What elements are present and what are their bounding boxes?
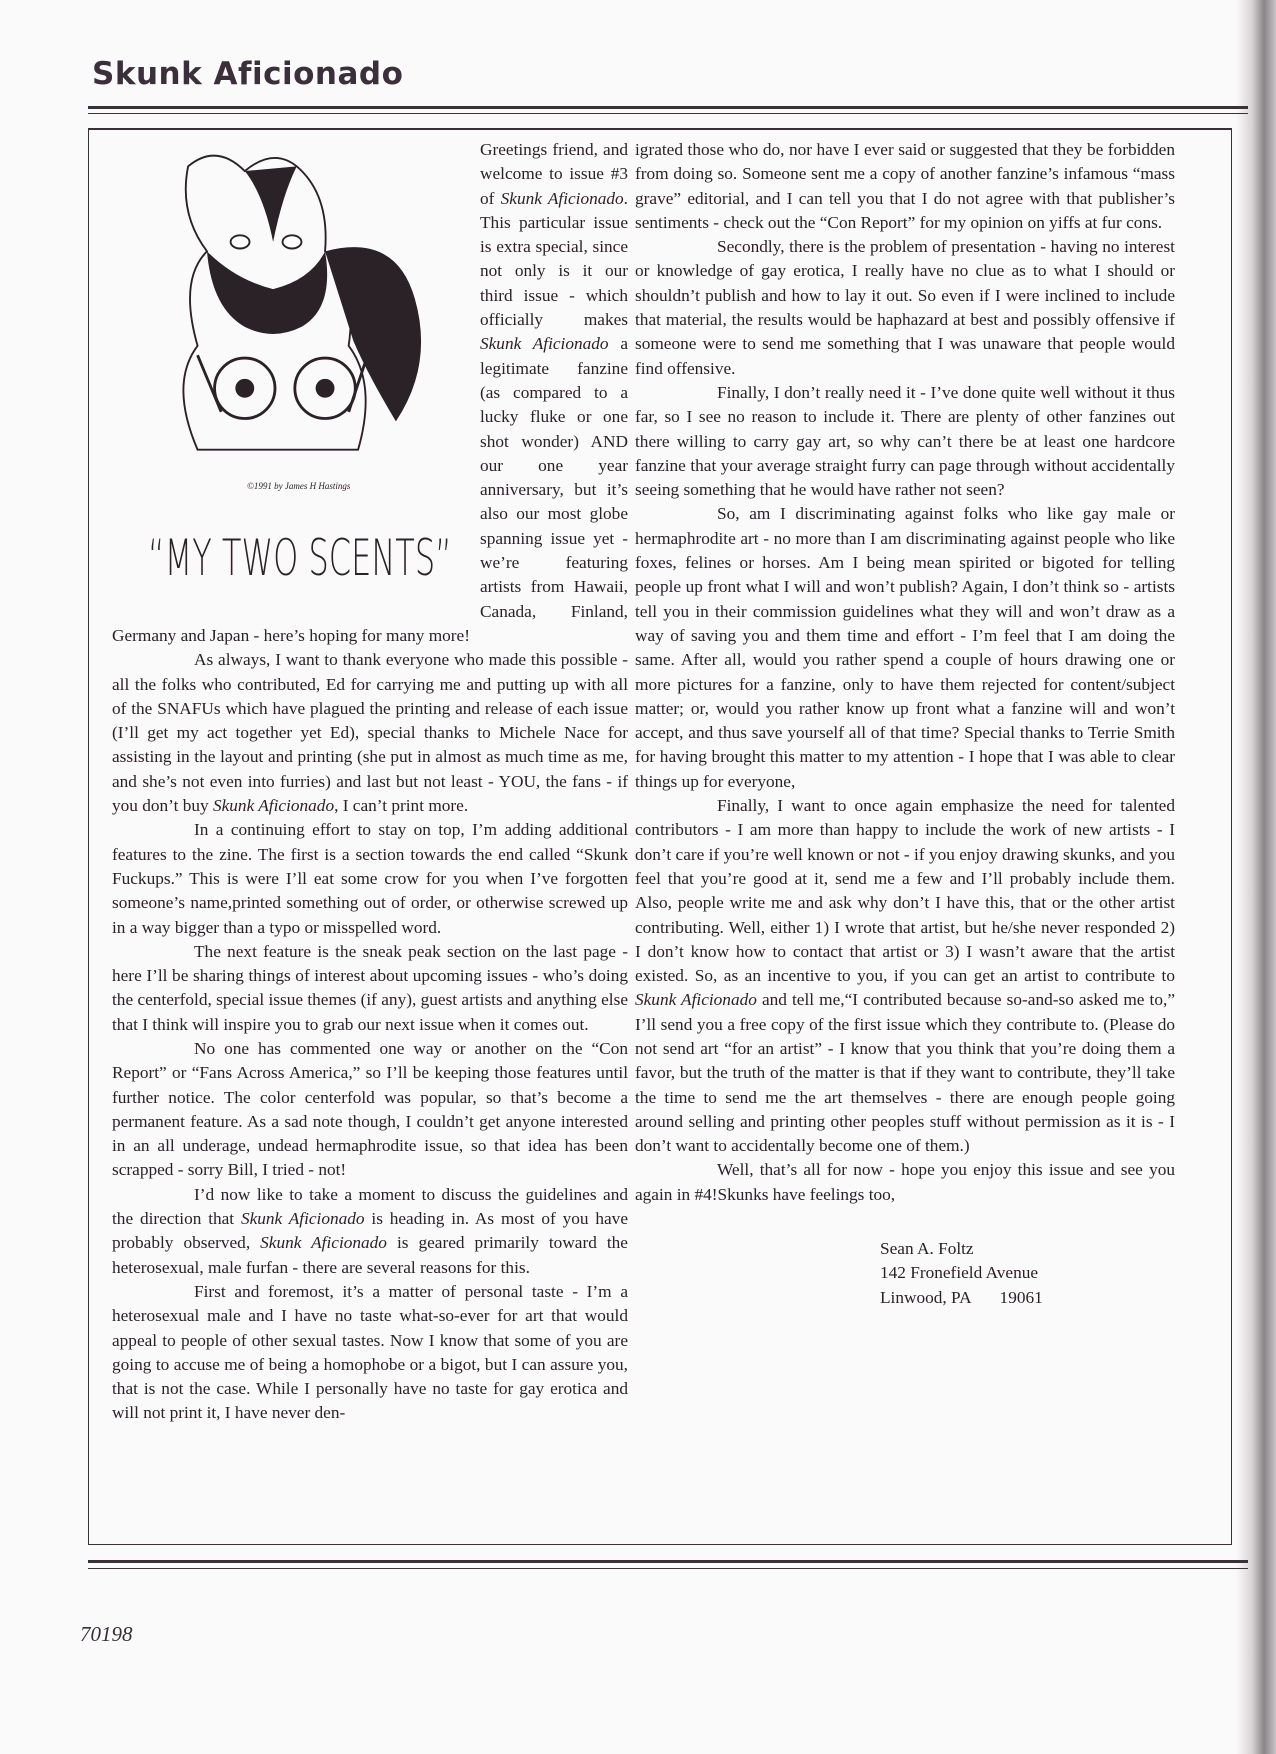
paragraph-text: Finally, I want to once again emphasize the need for talented contributors - I am more than happy to include the work of new artists - I don’t care if you’re well known or not - if you enjoy drawing skunks, and you feel that you’re good at it, send me a few and I’ll probably include them. Also, people write me and ask why don’t I have this, that or the other artist contributing. Well, either 1) I wrote that artist, but he/she never responded 2) I don’t know how to contact that artist or 3) I wasn’t aware that the artist existed. So, as an incentive to you, if you can get an artist to contribute to [635, 796, 1175, 986]
illustration-credit: ©1991 by James H Hastings [247, 481, 351, 491]
left-column [112, 138, 628, 1426]
paragraph [635, 235, 1175, 381]
signature-city: Linwood, PA [880, 1287, 972, 1307]
italic-title-text: Skunk Aficionado [212, 796, 335, 816]
paragraph [112, 1183, 628, 1280]
italic-title-text: Skunk Aficionado [480, 334, 609, 354]
italic-title-text: Skunk Aficionado [500, 188, 624, 208]
paragraph [635, 1158, 1175, 1207]
skunk-illustration [112, 138, 472, 600]
paragraph-text: In a continuing effort to stay on top, I’m adding additional features to the zine. The first is a section towards the end called “Skunk Fuckups.” This is were I’ll eat some crow for you when I’ve forgotten someone’s name,printed something out of order, or otherwise screwed up in a way bigger than a typo or misspelled word. [112, 820, 628, 937]
paragraph-text: , I can’t print more. [334, 796, 469, 816]
signature-zip: 19061 [999, 1287, 1043, 1307]
italic-title-text: Skunk Aficionado [240, 1209, 365, 1229]
italic-title-text: Skunk Aficionado [260, 1233, 387, 1253]
paragraph-text: is heading in. As most of you have probably observed, [112, 1209, 628, 1253]
signature-city-line [880, 1286, 1175, 1310]
right-paragraphs [635, 138, 1175, 1207]
paragraph [635, 794, 1175, 1158]
right-column [635, 138, 1175, 1310]
paragraph-text: So, am I discriminating against folks who like gay male or hermaphrodite art - no more than I am discriminating against people who like foxes, felines or horses. Am I being mean spirited or bigoted for telling people up front what I will and won’t publish? Again, I don’t think so - artists tell you in their commission guidelines what they will and won’t draw as a way of saving you and them time and effort - I’m feel that I am doing the same. After all, would you rather spend a couple of hours drawing one or more pictures for a fanzine, only to have them rejected for content/subject matter; or, would you rather know up front what a fanzine will and won’t accept, and thus save yourself all of that time? Special thanks to Terrie Smith for having brought this matter to my attention - I hope that I was able to clear things up for everyone, [635, 504, 1175, 791]
signature-block [880, 1237, 1175, 1310]
paragraph-text: a legitimate fanzine (as compared to a lucky fluke or one shot wonder) AND our one year anniversary, but it’s also our most globe spanning issue yet - we’re featuring artists from Hawaii, Canada, Finland, Germany and Japan - here’s hoping for many more! [112, 334, 628, 645]
paragraph-text: As always, I want to thank everyone who made this possible - all the folks who contributed, Ed for carrying me and putting up with all of the SNAFUs which have plagued the printing and release of each issue (I’ll get my act together yet Ed), special thanks to Michele Nace for assisting in the layout and printing (she put in almost as much time as me, and she’s not even into furries) and last but not least - YOU, the fans - if you don’t buy [112, 650, 628, 816]
paragraph-text: Greetings friend, and welcome to issue #3 of [480, 140, 628, 208]
signature-street: 142 Fronefield Avenue [880, 1263, 1039, 1283]
column-heading: “MY TWO SCENTS” [148, 530, 452, 588]
paragraph [112, 1037, 628, 1183]
page-title: Skunk Aficionado [92, 56, 404, 92]
footer-rule-thin [88, 1568, 1248, 1569]
italic-title-text: Skunk Aficionado [635, 990, 757, 1010]
page-number: 70198 [80, 1622, 133, 1646]
footer-rule [88, 1560, 1248, 1563]
skunk-drawing [122, 138, 462, 478]
paragraph-text: Secondly, there is the problem of presentation - having no interest or knowledge of gay erotica, I really have no clue as to what I should or shouldn’t publish and how to lay it out. So even if I were inclined to include that material, the results would be haphazard at best and possibly offensive if someone were to send me something that I was unaware that people would find offensive. [635, 237, 1175, 378]
paragraph-text: Well, that’s all for now - hope you enjoy this issue and see you again in #4!Skunks have feelings too, [635, 1160, 1175, 1204]
paragraph [635, 502, 1175, 794]
signature-name: Sean A. Foltz [880, 1239, 974, 1259]
header-rule-thin [88, 113, 1248, 114]
paragraph [112, 818, 628, 939]
paragraph-text: The next feature is the sneak peak section on the last page - here I’ll be sharing things of interest about upcoming issues - who’s doing the centerfold, special issue themes (if any), guest artists and anything else that I think will inspire you to grab our next issue when it comes out. [112, 941, 628, 1034]
paragraph [112, 648, 628, 818]
paragraph-text: I’d now like to take a moment to discuss the guidelines and the direction that [112, 1184, 628, 1229]
paragraph-text: No one has commented one way or another on the “Con Report” or “Fans Across America,” so I’ll be keeping those features until further notice. The color centerfold was popular, so that’s become a permanent feature. As a sad note though, I couldn’t get anyone interested in an all underage, undead hermaphrodite issue, so that idea has been scrapped - sorry Bill, I tried - not! [112, 1038, 628, 1180]
paragraph-text: Finally, I don’t really need it - I’ve done quite well without it thus far, so I see no reason to include it. There are plenty of other fanzines out there willing to carry gay art, so why can’t there be at least one hardcore fanzine that your average straight furry can page through without accidentally seeing something that he would have rather not seen? [635, 382, 1175, 500]
header-rule [88, 106, 1248, 109]
paragraph [112, 1280, 628, 1426]
paragraph-text: . This particular issue is extra special, since not only is it our third issue - which officially makes [480, 188, 628, 330]
paragraph [635, 381, 1175, 502]
paragraph [112, 940, 628, 1037]
paragraph [635, 138, 1175, 235]
paragraph-text: First and foremost, it’s a matter of personal taste - I’m a heterosexual male and I have no taste what-so-ever for art that would appeal to people of other sexual tastes. Now I know that some of you are going to accuse me of being a homophobe or a bigot, but I can assure you, that is not the case. While I personally have no taste for gay erotica and will not print it, I have never den- [112, 1281, 628, 1423]
paragraph-text: and tell me,“I contributed because so-and-so asked me to,” I’ll send you a free copy of the first issue which they contribute to. (Please do not send art “for an artist” - I know that you think that you’re doing them a favor, but the truth of the matter is that if they want to contribute, they’ll take the time to send me the art themselves - there are enough people going around selling and printing other peoples stuff without permission as it is - I don’t want to accidentally become one of them.) [635, 990, 1175, 1156]
page-binding-shadow [1236, 0, 1276, 1754]
paragraph-text: is geared primarily toward the heterosexual, male furfan - there are several reasons for this. [112, 1233, 628, 1277]
paragraph-text: igrated those who do, nor have I ever said or suggested that they be forbidden from doing so. Someone sent me a copy of another fanzine’s infamous “mass grave” editorial, and I can tell you that I do not agree with that publisher’s sentiments - check out the “Con Report” for my opinion on yiffs at fur cons. [635, 140, 1175, 232]
